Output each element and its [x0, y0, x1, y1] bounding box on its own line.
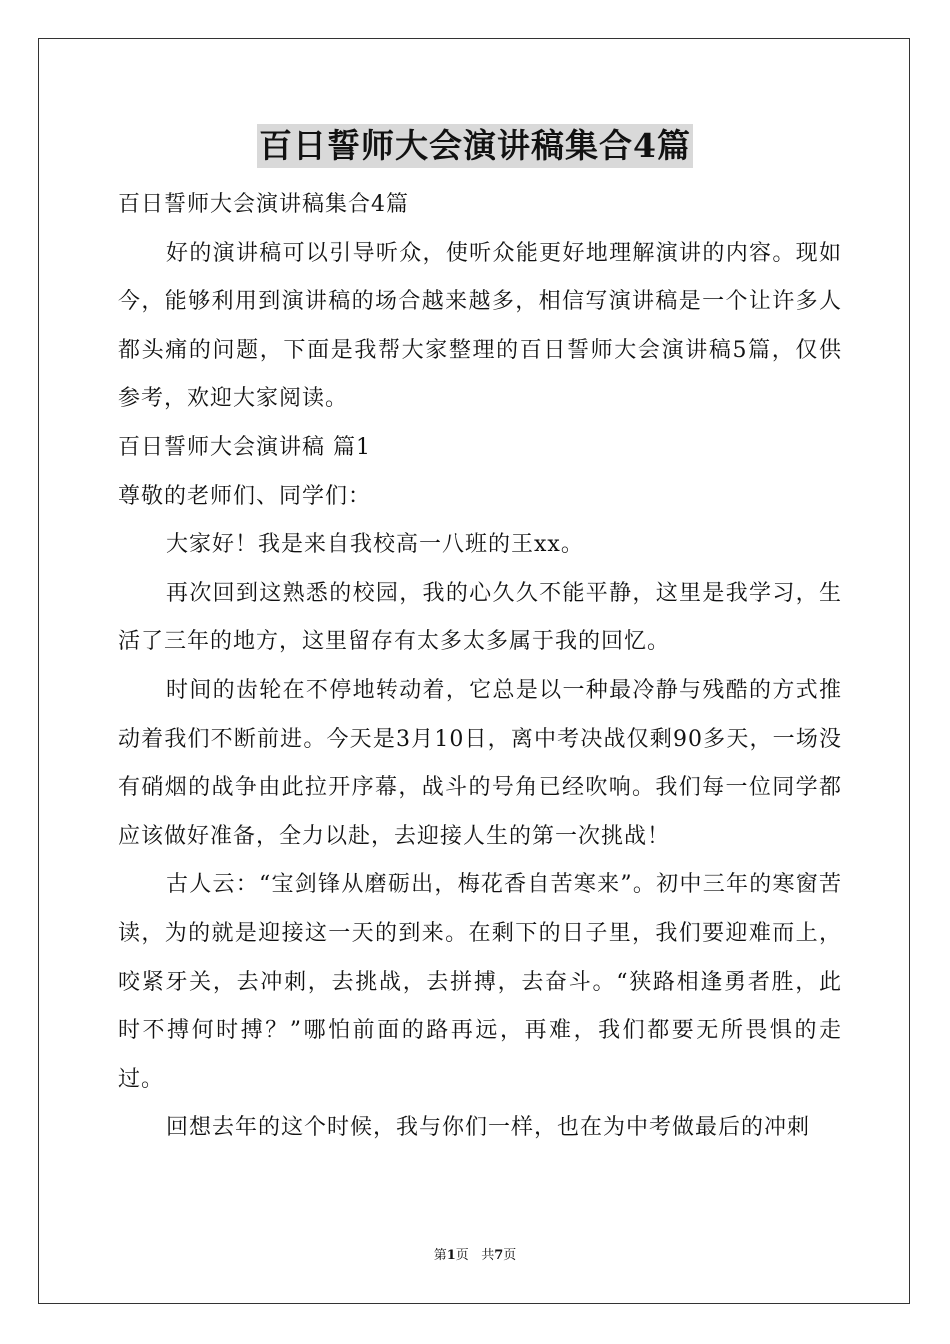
document-body — [118, 181, 842, 1153]
paragraph: 再次回到这熟悉的校园，我的心久久不能平静，这里是我学习，生活了三年的地方，这里留存有太多太多属于我的回忆。 — [118, 580, 842, 655]
document-title: 百日誓师大会演讲稿集合4篇 — [257, 124, 693, 168]
paragraph: 百日誓师大会演讲稿集合4篇 — [118, 192, 409, 217]
paragraph: 回想去年的这个时候，我与你们一样，也在为中考做最后的冲刺 — [166, 1115, 811, 1141]
salutation: 尊敬的老师们、同学们： — [118, 483, 372, 509]
paragraph: 时间的齿轮在不停地转动着，它总是以一种最冷静与残酷的方式推动着我们不断前进。今天是3月10日，离中考决战仅剩90多天，一场没有硝烟的战争由此拉开序幕，战斗的号角已经吹响。我们每一位同学都应该做好准备，全力以赴，去迎接人生的第一次挑战！ — [118, 677, 842, 849]
footer-page-mid: 页 共 — [455, 1248, 495, 1263]
footer-page-suffix: 页 — [503, 1248, 517, 1263]
section-heading: 百日誓师大会演讲稿 篇1 — [118, 434, 371, 460]
footer-page-prefix: 第 — [433, 1248, 447, 1263]
footer-total-pages: 7 — [494, 1248, 504, 1263]
page-footer — [0, 1247, 950, 1265]
paragraph: 大家好！我是来自我校高一八班的王xx。 — [166, 532, 584, 558]
paragraph: 好的演讲稿可以引导听众，使听众能更好地理解演讲的内容。现如今，能够利用到演讲稿的场合越来越多，相信写演讲稿是一个让许多人都头痛的问题，下面是我帮大家整理的百日誓师大会演讲稿5篇，仅供参考，欢迎大家阅读。 — [118, 240, 842, 412]
paragraph: 古人云：“宝剑锋从磨砺出，梅花香自苦寒来”。初中三年的寒窗苦读，为的就是迎接这一天的到来。在剩下的日子里，我们要迎难而上，咬紧牙关，去冲刺，去挑战，去拼搏，去奋斗。“狭路相逢勇者胜，此时不搏何时搏？”哪怕前面的路再远，再难，我们都要无所畏惧的走过。 — [118, 872, 842, 1092]
footer-current-page: 1 — [446, 1248, 456, 1263]
title-wrap — [0, 124, 950, 168]
